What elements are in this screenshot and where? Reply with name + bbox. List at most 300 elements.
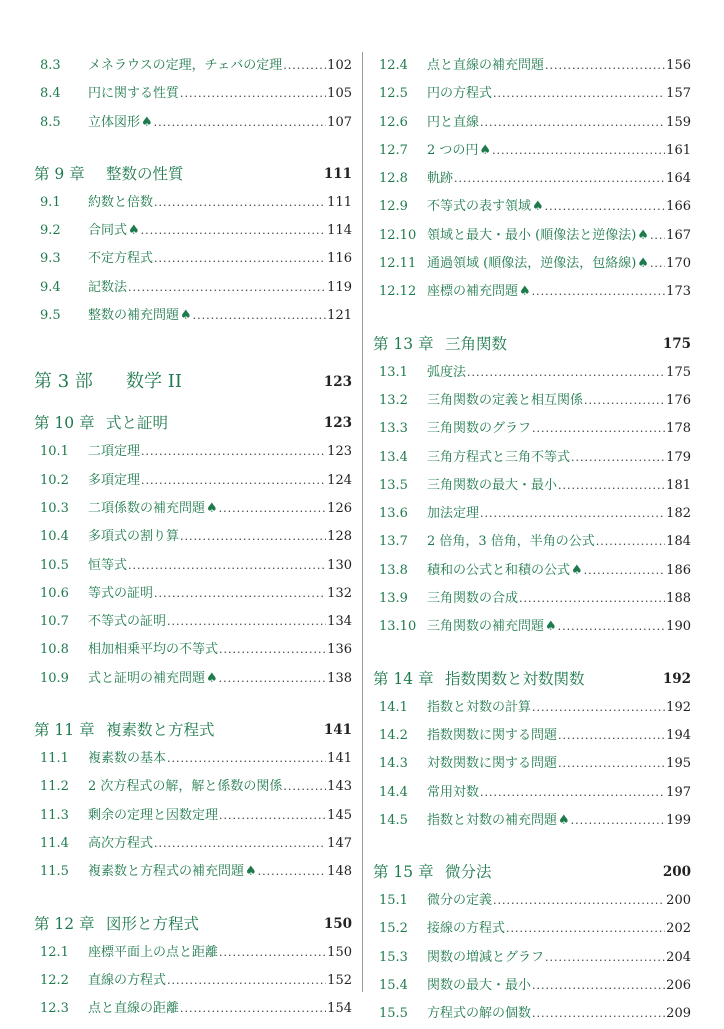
- section-title: 加法定理: [427, 506, 480, 522]
- spade-icon: ♠: [479, 142, 492, 158]
- entry-title-line: [88, 523, 352, 551]
- entry-title-line: [427, 80, 691, 108]
- section-number: 13.4: [379, 449, 408, 465]
- toc-entry[interactable]: [373, 779, 691, 807]
- entry-title-line: [427, 528, 691, 556]
- toc-entry[interactable]: [373, 415, 691, 443]
- dot-leader: [480, 109, 665, 137]
- chapter-title: 指数関数と対数関数: [445, 669, 585, 688]
- section-title: 関数の最大・最小: [427, 978, 532, 994]
- section-number: 10.7: [40, 614, 69, 630]
- entry-title-line: [88, 636, 352, 664]
- dot-leader: [571, 444, 665, 472]
- dot-leader: [584, 557, 666, 585]
- chapter-label: 第 15 章: [373, 863, 434, 882]
- toc-entry[interactable]: [373, 887, 691, 915]
- page-number: 143: [327, 779, 352, 795]
- chapter-page: 200: [662, 864, 691, 881]
- section-title: 指数と対数の補充問題: [427, 812, 558, 828]
- dot-leader: [128, 274, 326, 302]
- page-number: 197: [666, 784, 691, 800]
- page-number: 170: [666, 256, 691, 272]
- toc-entry[interactable]: [34, 438, 352, 466]
- spade-icon: ♠: [571, 562, 583, 578]
- section-number: 9.3: [40, 251, 61, 267]
- part-title: 数学 II: [126, 371, 182, 393]
- section-number: 13.5: [379, 477, 408, 493]
- section-title: メネラウスの定理，チェバの定理: [88, 58, 283, 73]
- chapter-heading[interactable]: [373, 857, 691, 887]
- entry-list: [34, 438, 352, 693]
- dot-leader: [219, 665, 327, 693]
- section-number: 12.7: [379, 142, 408, 158]
- entry-title-line: [88, 608, 352, 636]
- dot-leader: [454, 165, 665, 193]
- entry-title-line: [427, 165, 691, 193]
- section-title: 座標平面上の点と距離: [88, 944, 219, 960]
- dot-leader: [532, 415, 665, 443]
- section-number: 13.9: [379, 591, 408, 607]
- dot-leader: [596, 528, 665, 556]
- toc-entry[interactable]: [34, 608, 352, 636]
- toc-entry[interactable]: [34, 773, 352, 801]
- dot-leader: [167, 745, 326, 773]
- entry-title-line: [88, 217, 352, 245]
- chapter-heading[interactable]: [34, 909, 352, 939]
- page-number: 178: [666, 421, 691, 437]
- entry-title-line: [88, 939, 352, 967]
- section-number: 15.2: [379, 921, 408, 937]
- toc-entry[interactable]: [34, 52, 352, 80]
- dot-leader: [283, 773, 326, 801]
- chapter-heading[interactable]: [34, 408, 352, 438]
- chapter-heading[interactable]: [34, 715, 352, 745]
- toc-entry[interactable]: [34, 580, 352, 608]
- spade-icon: ♠: [637, 256, 649, 272]
- entry-title-line: [427, 944, 691, 972]
- entry-title-line: [88, 967, 352, 995]
- page-number: 111: [327, 194, 352, 210]
- section-number: 8.5: [40, 114, 61, 130]
- entry-title-line: [427, 694, 691, 722]
- section-number: 14.5: [379, 812, 408, 828]
- section-title: 高次方程式: [88, 835, 154, 851]
- dot-leader: [141, 467, 326, 495]
- page-number: 136: [327, 642, 352, 658]
- section-title: 立体図形: [88, 114, 141, 130]
- spade-icon: ♠: [532, 199, 544, 215]
- section-number: 9.5: [40, 308, 61, 324]
- toc-entry[interactable]: [373, 694, 691, 722]
- page-number: 124: [327, 472, 352, 488]
- section-title: 多項式の割り算: [88, 529, 180, 545]
- section-number: 15.3: [379, 949, 408, 965]
- section-title: 座標の補充問題: [427, 284, 519, 300]
- section-number: 12.5: [379, 86, 408, 102]
- section-title: 不等式の証明: [88, 614, 167, 630]
- page-number: 184: [666, 534, 691, 550]
- entry-title-line: [427, 613, 691, 641]
- page-number: 105: [327, 86, 352, 102]
- toc-entry[interactable]: [34, 523, 352, 551]
- section-title: 三角関数の最大・最小: [427, 477, 558, 493]
- dot-leader: [154, 580, 326, 608]
- dot-leader: [154, 245, 326, 273]
- dot-leader: [558, 750, 665, 778]
- section-title: 約数と倍数: [88, 194, 154, 210]
- toc-entry[interactable]: [34, 189, 352, 217]
- page-number: 167: [666, 227, 691, 243]
- chapter-heading[interactable]: [373, 329, 691, 359]
- toc-entry[interactable]: [373, 109, 691, 137]
- spade-icon: ♠: [141, 114, 153, 130]
- toc-entry[interactable]: [34, 467, 352, 495]
- section-title: 等式の証明: [88, 585, 154, 601]
- entry-title-line: [427, 585, 691, 613]
- entry-title-line: [427, 444, 691, 472]
- entry-title-line: [427, 972, 691, 1000]
- page-number: 166: [666, 199, 691, 215]
- section-title: 直線の方程式: [88, 972, 167, 988]
- column-divider: [362, 52, 363, 992]
- section-title: 合同式: [88, 223, 128, 239]
- toc-entry[interactable]: [373, 807, 691, 835]
- toc-entry[interactable]: [373, 165, 691, 193]
- section-number: 9.4: [40, 279, 61, 295]
- toc-entry[interactable]: [34, 274, 352, 302]
- dot-leader: [258, 858, 327, 886]
- entry-title-line: [427, 387, 691, 415]
- dot-leader: [558, 613, 666, 641]
- section-number: 11.5: [40, 864, 69, 880]
- section-number: 10.5: [40, 557, 69, 573]
- toc-entry[interactable]: [34, 80, 352, 108]
- section-title: 通過領域 (順像法，逆像法，包絡線): [427, 256, 637, 272]
- entry-title-line: [427, 1000, 691, 1028]
- dot-leader: [154, 830, 326, 858]
- toc-entry[interactable]: [373, 500, 691, 528]
- dot-leader: [180, 523, 326, 551]
- chapter-title: 図形と方程式: [106, 914, 200, 933]
- dot-leader: [545, 193, 666, 221]
- page-number: 159: [666, 114, 691, 130]
- entry-list: [373, 887, 691, 1028]
- toc-entry[interactable]: [34, 302, 352, 330]
- page-number: 114: [327, 223, 352, 239]
- page-number: 156: [666, 58, 691, 73]
- page-number: 116: [327, 251, 352, 267]
- chapter-title: 式と証明: [106, 414, 169, 433]
- chapter-label: 第 9 章: [34, 164, 85, 183]
- section-number: 8.4: [40, 86, 61, 102]
- section-title: 接線の方程式: [427, 921, 506, 937]
- dot-leader: [571, 807, 666, 835]
- section-number: 11.3: [40, 807, 69, 823]
- dot-leader: [193, 302, 327, 330]
- spade-icon: ♠: [245, 864, 257, 880]
- section-number: 10.3: [40, 500, 69, 516]
- dot-leader: [532, 694, 665, 722]
- entry-title-line: [88, 109, 352, 137]
- toc-entry[interactable]: [34, 939, 352, 967]
- entry-title-line: [427, 193, 691, 221]
- page-number: 152: [327, 972, 352, 988]
- section-number: 10.1: [40, 444, 69, 460]
- entry-title-line: [88, 467, 352, 495]
- dot-leader: [506, 915, 665, 943]
- section-title: 多項定理: [88, 472, 141, 488]
- page-number: 181: [666, 477, 691, 493]
- page-number: 209: [666, 1006, 691, 1022]
- toc-entry[interactable]: [373, 137, 691, 165]
- entry-title-line: [88, 858, 352, 886]
- toc-entry[interactable]: [373, 359, 691, 387]
- toc-entry[interactable]: [373, 613, 691, 641]
- entry-title-line: [427, 557, 691, 585]
- toc-entry[interactable]: [373, 557, 691, 585]
- toc-entry[interactable]: [34, 636, 352, 664]
- dot-leader: [283, 52, 326, 80]
- entry-list: [34, 52, 352, 137]
- entry-title-line: [88, 438, 352, 466]
- section-title: 三角関数の合成: [427, 591, 519, 607]
- section-title: 積和の公式と和積の公式: [427, 562, 571, 578]
- spade-icon: ♠: [128, 223, 140, 239]
- chapter-page: 150: [323, 915, 352, 932]
- chapter-heading[interactable]: [34, 159, 352, 189]
- chapter-title: 整数の性質: [106, 164, 184, 183]
- chapter-title: 微分法: [445, 863, 492, 882]
- dot-leader: [141, 217, 327, 245]
- section-title: 複素数と方程式の補充問題: [88, 864, 245, 880]
- toc-entry[interactable]: [34, 109, 352, 137]
- page-number: 148: [327, 864, 352, 880]
- page-number: 150: [327, 944, 352, 960]
- chapter-title: 三角関数: [445, 334, 508, 353]
- section-number: 12.2: [40, 972, 69, 988]
- section-title: 三角関数の補充問題: [427, 619, 545, 635]
- page-number: 202: [666, 921, 691, 937]
- section-title: 関数の増減とグラフ: [427, 949, 545, 965]
- dot-leader: [584, 387, 665, 415]
- entry-title-line: [88, 495, 352, 523]
- section-title: 三角方程式と三角不等式: [427, 449, 571, 465]
- page-number: 192: [666, 699, 691, 715]
- section-title: 円の方程式: [427, 86, 493, 102]
- dot-leader: [558, 472, 665, 500]
- chapter-page: 123: [323, 415, 352, 432]
- toc-entry[interactable]: [34, 665, 352, 693]
- entry-title-line: [88, 80, 352, 108]
- toc-entry[interactable]: [373, 278, 691, 306]
- section-number: 11.1: [40, 751, 69, 767]
- page-number: 107: [327, 114, 352, 130]
- page-number: 206: [666, 978, 691, 994]
- toc-entry[interactable]: [34, 245, 352, 273]
- section-title: 円に関する性質: [88, 86, 180, 102]
- dot-leader: [167, 608, 326, 636]
- entry-title-line: [88, 802, 352, 830]
- section-number: 13.10: [379, 619, 417, 635]
- entry-title-line: [427, 222, 691, 250]
- toc-entry[interactable]: [34, 858, 352, 886]
- entry-title-line: [88, 274, 352, 302]
- chapter-page: 111: [323, 165, 352, 182]
- section-title: 指数と対数の計算: [427, 699, 532, 715]
- entry-title-line: [427, 500, 691, 528]
- toc-entry[interactable]: [373, 585, 691, 613]
- toc-entry[interactable]: [373, 915, 691, 943]
- chapter-label: 第 10 章: [34, 414, 95, 433]
- section-number: 14.2: [379, 727, 408, 743]
- toc-entry[interactable]: [373, 193, 691, 221]
- entry-list: [34, 189, 352, 330]
- section-number: 13.3: [379, 421, 408, 437]
- section-title: 領域と最大・最小 (順像法と逆像法): [427, 227, 637, 243]
- page-number: 161: [666, 142, 691, 158]
- toc-entry[interactable]: [373, 444, 691, 472]
- section-title: 方程式の解の個数: [427, 1006, 532, 1022]
- section-title: 整数の補充問題: [88, 308, 180, 324]
- page-number: 121: [327, 308, 352, 324]
- toc-entry[interactable]: [34, 967, 352, 995]
- chapter-page: 192: [662, 670, 691, 687]
- toc-entry[interactable]: [34, 495, 352, 523]
- section-number: 9.1: [40, 194, 61, 210]
- section-number: 10.6: [40, 585, 69, 601]
- toc-entry[interactable]: [373, 222, 691, 250]
- entry-title-line: [427, 250, 691, 278]
- dot-leader: [519, 585, 665, 613]
- page-number: 164: [666, 171, 691, 187]
- page-number: 141: [327, 751, 352, 767]
- spade-icon: ♠: [206, 670, 218, 686]
- dot-leader: [154, 189, 326, 217]
- toc-entry[interactable]: [373, 972, 691, 1000]
- section-title: 円と直線: [427, 114, 480, 130]
- toc-entry[interactable]: [373, 722, 691, 750]
- section-title: 恒等式: [88, 557, 128, 573]
- entry-title-line: [88, 52, 352, 80]
- page-number: 126: [327, 500, 352, 516]
- section-number: 10.8: [40, 642, 69, 658]
- toc-entry[interactable]: [373, 52, 691, 80]
- entry-title-line: [427, 915, 691, 943]
- dot-leader: [480, 500, 665, 528]
- page-number: 130: [327, 557, 352, 573]
- entry-title-line: [427, 109, 691, 137]
- entry-title-line: [427, 887, 691, 915]
- dot-leader: [154, 109, 327, 137]
- toc-entry[interactable]: [34, 745, 352, 773]
- section-title: 式と証明の補充問題: [88, 670, 206, 686]
- page-number: 176: [666, 392, 691, 408]
- dot-leader: [493, 80, 665, 108]
- toc-entry[interactable]: [373, 250, 691, 278]
- toc-entry[interactable]: [34, 552, 352, 580]
- toc-entry[interactable]: [34, 217, 352, 245]
- toc-entry[interactable]: [373, 750, 691, 778]
- section-number: 14.4: [379, 784, 408, 800]
- section-title: 点と直線の補充問題: [427, 58, 545, 73]
- toc-entry[interactable]: [373, 1000, 691, 1028]
- section-number: 15.1: [379, 893, 408, 909]
- section-number: 11.2: [40, 779, 69, 795]
- dot-leader: [493, 887, 665, 915]
- page-number: 175: [666, 364, 691, 380]
- section-title: 剰余の定理と因数定理: [88, 807, 219, 823]
- part-heading[interactable]: [34, 364, 352, 400]
- toc-entry[interactable]: [373, 472, 691, 500]
- toc-entry[interactable]: [34, 995, 352, 1023]
- entry-title-line: [427, 52, 691, 80]
- page-number: 190: [666, 619, 691, 635]
- toc-entry[interactable]: [373, 944, 691, 972]
- section-number: 15.4: [379, 978, 408, 994]
- section-number: 8.3: [40, 58, 61, 73]
- section-number: 9.2: [40, 223, 61, 239]
- dot-leader: [492, 137, 665, 165]
- toc-entry[interactable]: [34, 802, 352, 830]
- spade-icon: ♠: [558, 812, 570, 828]
- section-number: 14.1: [379, 699, 408, 715]
- entry-title-line: [88, 995, 352, 1023]
- page-number: 204: [666, 949, 691, 965]
- page-number: 179: [666, 449, 691, 465]
- toc-entry[interactable]: [373, 80, 691, 108]
- chapter-label: 第 11 章: [34, 721, 95, 740]
- chapter-page: 141: [323, 722, 352, 739]
- part-label: 第 3 部: [34, 371, 93, 393]
- chapter-label: 第 14 章: [373, 669, 434, 688]
- page-number: 186: [666, 562, 691, 578]
- page-number: 123: [327, 444, 352, 460]
- section-number: 12.1: [40, 944, 69, 960]
- dot-leader: [180, 80, 326, 108]
- toc-entry[interactable]: [373, 528, 691, 556]
- page-number: 200: [666, 893, 691, 909]
- section-title: 複素数の基本: [88, 751, 167, 767]
- entry-title-line: [427, 779, 691, 807]
- section-title: 軌跡: [427, 171, 454, 187]
- entry-list: [373, 694, 691, 835]
- page-number: 195: [666, 756, 691, 772]
- page-number: 138: [327, 670, 352, 686]
- dot-leader: [480, 779, 665, 807]
- section-title: 2 次方程式の解，解と係数の関係: [88, 779, 283, 795]
- chapter-label: 第 12 章: [34, 914, 95, 933]
- dot-leader: [532, 278, 666, 306]
- chapter-heading[interactable]: [373, 664, 691, 694]
- spade-icon: ♠: [545, 619, 557, 635]
- page-number: 134: [327, 614, 352, 630]
- page-number: 173: [666, 284, 691, 300]
- spade-icon: ♠: [637, 227, 649, 243]
- entry-title-line: [88, 745, 352, 773]
- toc-entry[interactable]: [34, 830, 352, 858]
- dot-leader: [219, 802, 326, 830]
- spade-icon: ♠: [206, 500, 218, 516]
- entry-title-line: [427, 472, 691, 500]
- page-number: 132: [327, 585, 352, 601]
- section-number: 12.12: [379, 284, 417, 300]
- dot-leader: [467, 359, 665, 387]
- page-number: 128: [327, 529, 352, 545]
- section-title: 指数関数に関する問題: [427, 727, 558, 743]
- toc-right-column: [373, 52, 691, 1029]
- entry-title-line: [427, 359, 691, 387]
- toc-entry[interactable]: [373, 387, 691, 415]
